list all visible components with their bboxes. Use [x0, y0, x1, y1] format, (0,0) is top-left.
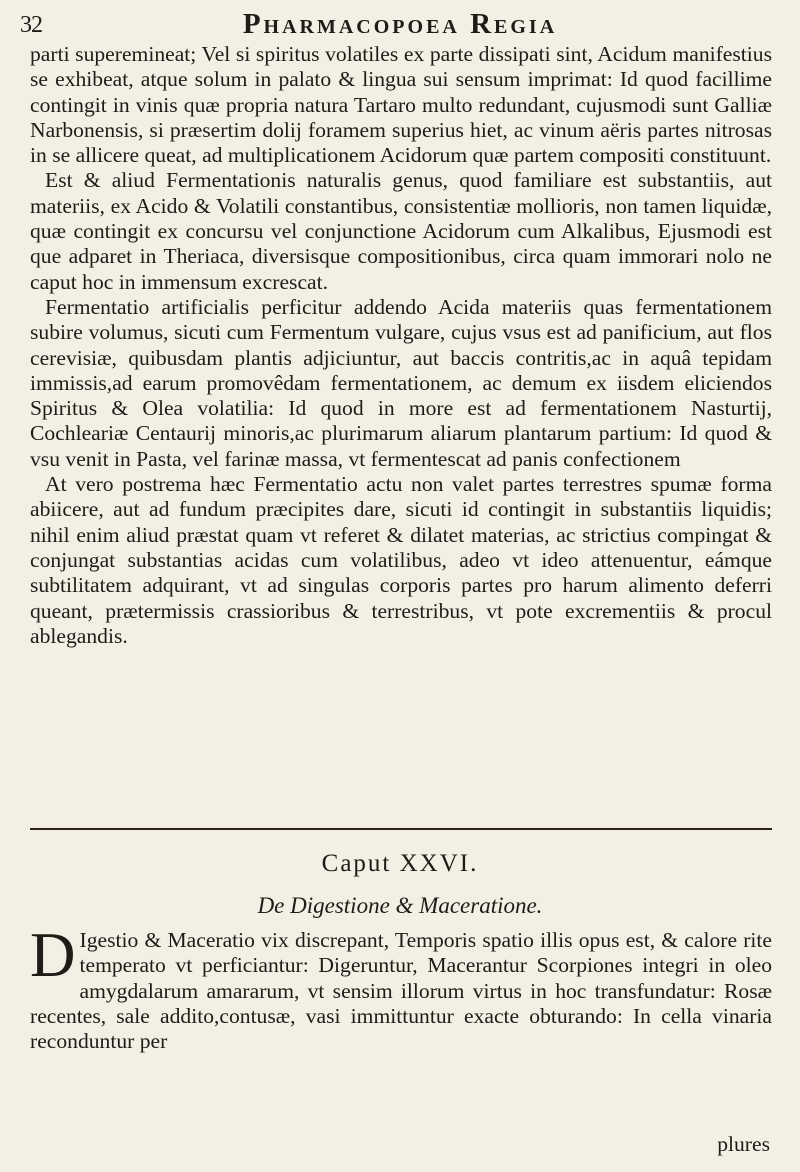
paragraph-1: parti superemineat; Vel si spiritus volatiles ex parte dissipati sint, Acidum manifestius se exhibeat, atque solum in palato & lingua sui sensum imprimat: Id quod facillime contingit in vinis quæ propria natura Tartaro multo redundant, cujusmodi sunt Galliæ Narbonensis, si præsertim dolij foramem superius hiet, ac vinum aëris partes nitrosas in se allicere queat, ad multiplicationem Acidorum quæ partem compositi constituunt.	[30, 42, 772, 168]
main-text	[30, 42, 772, 649]
paragraph-3: Fermentatio artificialis perficitur addendo Acida materiis quas fermentationem subire volumus, sicuti cum Fermentum vulgare, cujus vsus est ad panificium, aut flos cerevisiæ, quibusdam plantis adjiciuntur, aut baccis contritis,ac in aquâ tepidam immissis,ad earum promovêdam fermentationem, ac demum ex iisdem eliciendos Spiritus & Olea volatilia: Id quod in more est ad fermentationem Nasturtij, Cochleariæ Centaurij minoris,ac plurimarum aliarum plantarum partium: Id quod & vsu venit in Pasta, vel farinæ massa, vt fermentescat ad panis confectionem	[30, 294, 772, 471]
chapter-paragraph: Igestio & Maceratio vix discrepant, Temporis spatio illis opus est, & calore rite temperato vt perficiantur: Digeruntur, Macerantur Scorpiones integri in oleo amygdalarum amararum, vt sensim illorum virtus in hoc transfundatur: Rosæ recentes, sale addito,contusæ, vasi immittuntur exacte obturando: In cella vinaria reconduntur per	[30, 928, 772, 1054]
section-divider	[30, 828, 772, 830]
page-header	[20, 8, 780, 42]
catchword: plures	[717, 1132, 770, 1156]
chapter-title: Caput XXVI.	[321, 850, 479, 877]
chapter-subtitle: De Digestione & Maceratione.	[257, 893, 543, 918]
drop-cap: D	[30, 920, 76, 990]
chapter-text	[30, 920, 772, 1054]
paragraph-4: At vero postrema hæc Fermentatio actu non valet partes terrestres spumæ forma abiicere, aut ad fundum præcipites dare, sicuti id contingit in substantiis liquidis; nihil enim aliud præstat quam vt referet & dilatet materias, ac strictius compingat & conjungat substantias acidas cum volatilibus, adeo vt ideo attenuentur, eámque subtilitatem adquirant, vt ad singulas corporis partes pro harum alimento deferri queant, prætermissis crassioribus & terrestribus, vt pote excrementiis & procul ablegandis.	[30, 472, 772, 648]
running-head: Pharmacopoea Regia	[242, 8, 558, 40]
paragraph-2: Est & aliud Fermentationis naturalis genus, quod familiare est substantiis, aut materiis, ex Acido & Volatili constantibus, consistentiæ mollioris, non tamen liquidæ, quæ contingit ex concursu vel conjunctione Acidorum cum Alkalibus, Ejusmodi est que adparet in Theriaca, diversisque compositionibus, circa quam immorari nolo ne caput hoc in immensum excrescat.	[30, 168, 772, 294]
page-number: 32	[20, 12, 42, 38]
